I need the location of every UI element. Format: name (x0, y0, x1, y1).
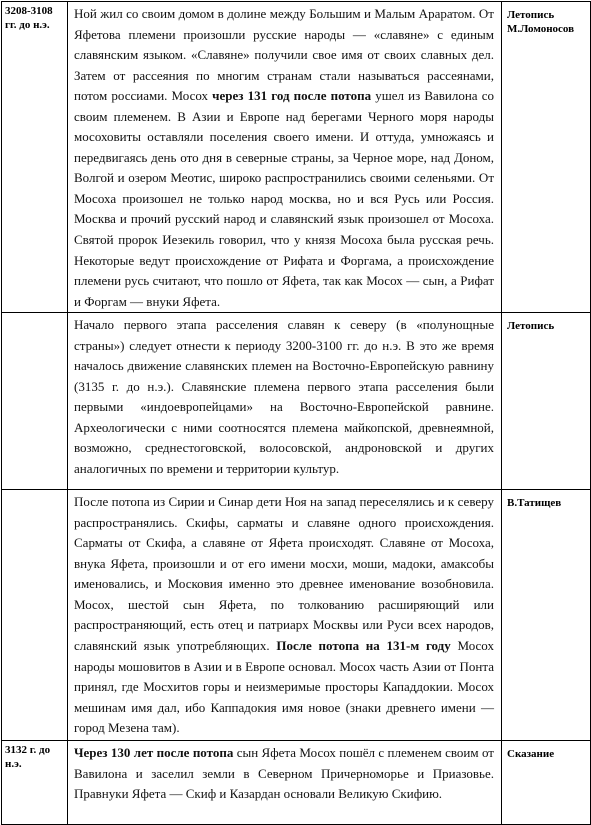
text-segment: Ной жил со своим домом в долине между Большим и Малым Араратом. От Яфетова племени произошли русские народы — «славяне» с единым славянским языком. «Славяне» получили свое имя от своих славных дел. Затем от рассеяния по многим странам стали называться рассеянами, потом россиами. Мосох (74, 6, 494, 104)
text-segment: ушел из Вавилона со своим племенем. В Азии и Европе над берегами Черного моря народы мосоховиты оставляли поселения своего имени. И оттуда, умножаясь и передвигаясь день ото дня в северные страны, за Черное море, над Доном, Волгой и озером Меотис, широко распространились своими селеньями. От Мосоха произошел не только народ москва, но и вся Русь или Россия. Москва и прочий русский народ и славянский язык произошел от Мосоха. Святой пророк Иезекиль говорил, что у князя Мосоха была русская речь. Некоторые ведут происхождение от Рифата и Форгама, а происхождение племени русь считают, что пошло от Яфета, так как Мосох — сын, а Рифат и Форгам — внуки Яфета. (74, 88, 494, 309)
chronicle-table (1, 1, 591, 825)
text-segment: После потопа из Сирии и Синар дети Ноя на запад переселялись и к северу распространялись. Скифы, сарматы и славяне одного происхождения. Сарматы от Скифа, а славяне от Яфета происходят. Славяне от Мосоха, внука Яфета, произошли и от его имени мосхи, моши, мадоки, амаксобы именовались, и Московия именно это древнее именование возобновила. Мосох, шестой сын Яфета, по толкованию расширяющий или распространяющий, есть отец и патриарх Москвы или Руси всех народов, славянский язык употребляющих. (74, 494, 494, 654)
text-segment: Начало первого этапа расселения славян к северу (в «полунощные страны») следует отнести к периоду 3200-3100 гг. до н.э. В это же время началось движение славянских племен на Восточно-Европейскую равнину (3135 г. до н.э.). Славянские племена первого этапа расселения были первыми «индоевропейцами» на Восточно-Европейской равнине. Археологически с ними соотносятся племена майкопской, древнеямной, возможно, среднестоговской, волосовской, андроновской и других аналогичных по времени и территории культур. (74, 317, 494, 477)
source-cell: Летопись М.Ломоносов (502, 2, 591, 313)
chronicle-table-body (2, 2, 591, 825)
text-cell (68, 313, 502, 490)
source-cell: В.Татищев (502, 490, 591, 741)
text-cell (68, 741, 502, 825)
date-cell (2, 490, 68, 741)
table-row (2, 741, 591, 825)
text-segment: сын Яфета Мосох пошёл с племенем своим от Вавилона и заселил земли в Северном Причерноморье и Приазовье. Правнуки Яфета — Скиф и Казардан основали Великую Скифию. (74, 745, 494, 802)
table-row (2, 313, 591, 490)
table-row (2, 2, 591, 313)
text-segment: Мосох народы мошовитов в Азии и в Европе основал. Мосох часть Азии от Понта принял, где Мосхитов горы и неизмеримые просторы Кападдокии. Мосох мешинам имя дал, ибо Каппадокия имя новое (знаки древнего имени — город Мезена там). (74, 638, 494, 736)
text-cell (68, 2, 502, 313)
table-row (2, 490, 591, 741)
bold-text-segment: через 131 год после потопа (212, 88, 372, 104)
date-cell (2, 313, 68, 490)
text-cell (68, 490, 502, 741)
source-cell: Сказание (502, 741, 591, 825)
source-cell: Летопись (502, 313, 591, 490)
date-cell: 3132 г. до н.э. (2, 741, 68, 825)
date-cell: 3208-3108 гг. до н.э. (2, 2, 68, 313)
bold-text-segment: Через 130 лет после потопа (74, 745, 234, 761)
bold-text-segment: После потопа на 131-м году (276, 638, 451, 654)
